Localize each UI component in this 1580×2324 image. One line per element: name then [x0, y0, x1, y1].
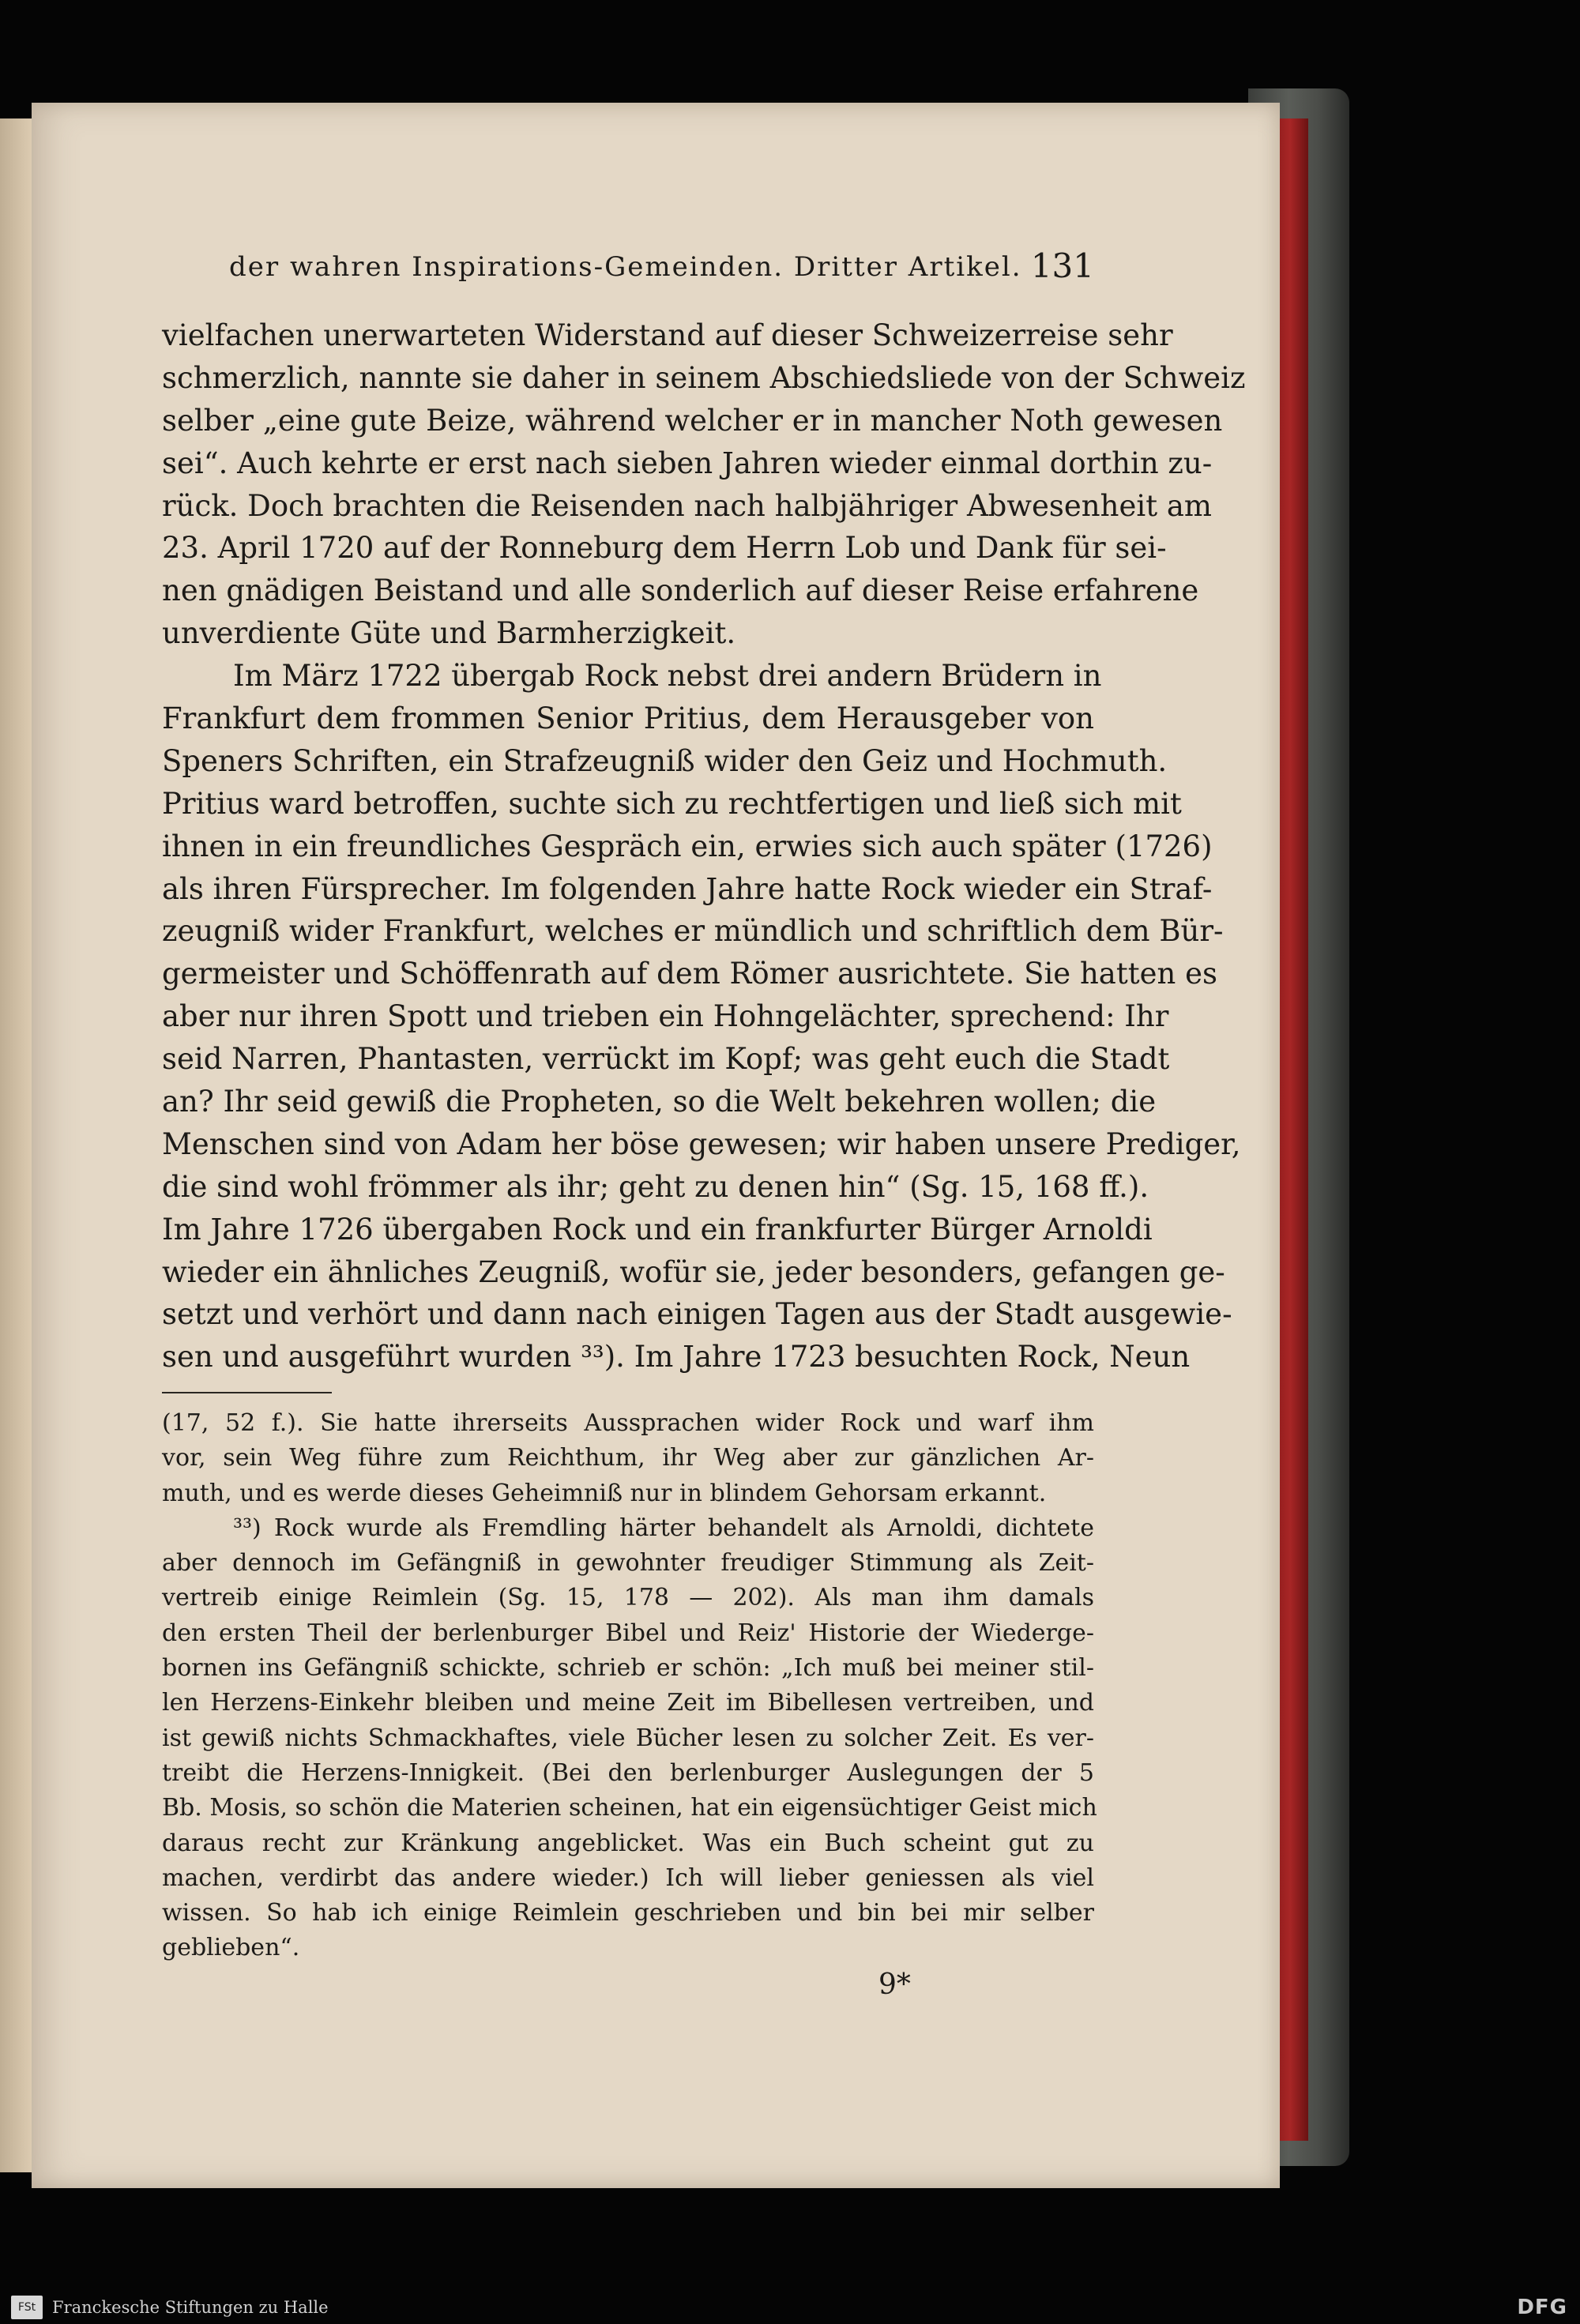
text-line: aber nur ihren Spott und trieben ein Hohngelächter, sprechend: Ihr: [162, 999, 1169, 1034]
text-line: selber „eine gute Beize, während welcher er in mancher Noth gewesen: [162, 403, 1223, 438]
text-line: seid Narren, Phantasten, verrückt im Kopf; was geht euch die Stadt: [162, 1042, 1170, 1077]
footnotes: [162, 1406, 1097, 1966]
footnote-line: aber dennoch im Gefängniß in gewohnter freudiger Stimmung als Zeit-: [162, 1549, 1094, 1578]
footer-credit: [11, 2296, 329, 2319]
running-title: der wahren Inspirations-Gemeinden. Dritter Artikel.: [229, 251, 1022, 283]
footnote-line: geblieben“.: [162, 1934, 300, 1962]
text-line: unverdiente Güte und Barmherzigkeit.: [162, 616, 736, 651]
text-line: wieder ein ähnliches Zeugniß, wofür sie, jeder besonders, gefangen ge-: [162, 1254, 1225, 1289]
text-line: germeister und Schöffenrath auf dem Römer ausrichtete. Sie hatten es: [162, 957, 1217, 991]
footnote-line: muth, und es werde dieses Geheimniß nur in blindem Gehorsam erkannt.: [162, 1479, 1047, 1507]
text-line: Menschen sind von Adam her böse gewesen; wir haben unsere Prediger,: [162, 1126, 1241, 1161]
footnote-line: (17, 52 f.). Sie hatte ihrerseits Aussprachen wider Rock und warf ihm: [162, 1409, 1094, 1437]
text-line: Im Jahre 1726 übergaben Rock und ein frankfurter Bürger Arnoldi: [162, 1212, 1153, 1247]
page-number: 131: [1030, 246, 1094, 285]
footnote-line: vor, sein Weg führe zum Reichthum, ihr Weg aber zur gänzlichen Ar-: [162, 1444, 1094, 1472]
footnote-rule: [162, 1392, 332, 1393]
text-line: ihnen in ein freundliches Gespräch ein, erwies sich auch später (1726): [162, 829, 1213, 863]
text-line: sen und ausgeführt wurden ³³). Im Jahre 1723 besuchten Rock, Neun: [162, 1340, 1191, 1374]
footnote-line: vertreib einige Reimlein (Sg. 15, 178 — 202). Als man ihm damals: [162, 1584, 1094, 1612]
funder-logo: DFG: [1517, 2296, 1567, 2319]
text-line: setzt und verhört und dann nach einigen Tagen aus der Stadt ausgewie-: [162, 1297, 1232, 1332]
running-header: [198, 246, 1094, 291]
text-line: an? Ihr seid gewiß die Propheten, so die Welt bekehren wollen; die: [162, 1085, 1157, 1119]
institution-name: Franckesche Stiftungen zu Halle: [52, 2298, 329, 2317]
footnote-line: den ersten Theil der berlenburger Bibel und Reiz' Historie der Wiederge-: [162, 1619, 1094, 1647]
text-line: vielfachen unerwarteten Widerstand auf dieser Schweizerreise sehr: [162, 318, 1173, 352]
text-line: schmerzlich, nannte sie daher in seinem Abschiedsliede von der Schweiz: [162, 360, 1246, 395]
text-line: rück. Doch brachten die Reisenden nach halbjähriger Abwesenheit am: [162, 488, 1212, 523]
text-line: nen gnädigen Beistand und alle sonderlich auf dieser Reise erfahrene: [162, 573, 1199, 608]
footnote-line: ist gewiß nichts Schmackhaftes, viele Bücher lesen zu solcher Zeit. Es ver-: [162, 1724, 1094, 1752]
text-line: die sind wohl frömmer als ihr; geht zu denen hin“ (Sg. 15, 168 ff.).: [162, 1169, 1149, 1204]
text-line: Speners Schriften, ein Strafzeugniß wider den Geiz und Hochmuth.: [162, 743, 1168, 778]
text-line: zeugniß wider Frankfurt, welches er mündlich und schriftlich dem Bür-: [162, 914, 1224, 949]
institution-logo-icon: FSt: [11, 2296, 43, 2319]
footnote-line: len Herzens-Einkehr bleiben und meine Zeit im Bibellesen vertreiben, und: [162, 1689, 1094, 1717]
text-line: Frankfurt dem frommen Senior Pritius, dem Herausgeber von: [162, 701, 1094, 736]
main-text: [162, 314, 1246, 1378]
footnote-line: treibt die Herzens-Innigkeit. (Bei den berlenburger Auslegungen der 5: [162, 1758, 1094, 1787]
footnote-line: wissen. So hab ich einige Reimlein geschrieben und bin bei mir selber: [162, 1899, 1094, 1927]
left-page-edge: [0, 118, 32, 2172]
footnote-line: bornen ins Gefängniß schickte, schrieb er schön: „Ich muß bei meiner stil-: [162, 1654, 1094, 1683]
footnote-line: daraus recht zur Kränkung angeblicket. Was ein Buch scheint gut zu: [162, 1829, 1094, 1857]
footnote-line: ³³) Rock wurde als Fremdling härter behandelt als Arnoldi, dichtete: [233, 1514, 1094, 1542]
footnote-line: machen, verdirbt das andere wieder.) Ich will lieber geniessen als viel: [162, 1863, 1094, 1892]
text-line: Pritius ward betroffen, suchte sich zu rechtfertigen und ließ sich mit: [162, 786, 1182, 821]
text-line: Im März 1722 übergab Rock nebst drei andern Brüdern in: [233, 659, 1102, 694]
text-line: sei“. Auch kehrte er erst nach sieben Jahren wieder einmal dorthin zu-: [162, 446, 1213, 480]
text-line: 23. April 1720 auf der Ronneburg dem Herrn Lob und Dank für sei-: [162, 531, 1167, 566]
footnote-line: Bb. Mosis, so schön die Materien scheinen, hat ein eigensüchtiger Geist mich: [162, 1794, 1097, 1822]
text-line: als ihren Fürsprecher. Im folgenden Jahre hatte Rock wieder ein Straf-: [162, 871, 1213, 906]
signature-mark: 9*: [878, 1969, 911, 2001]
